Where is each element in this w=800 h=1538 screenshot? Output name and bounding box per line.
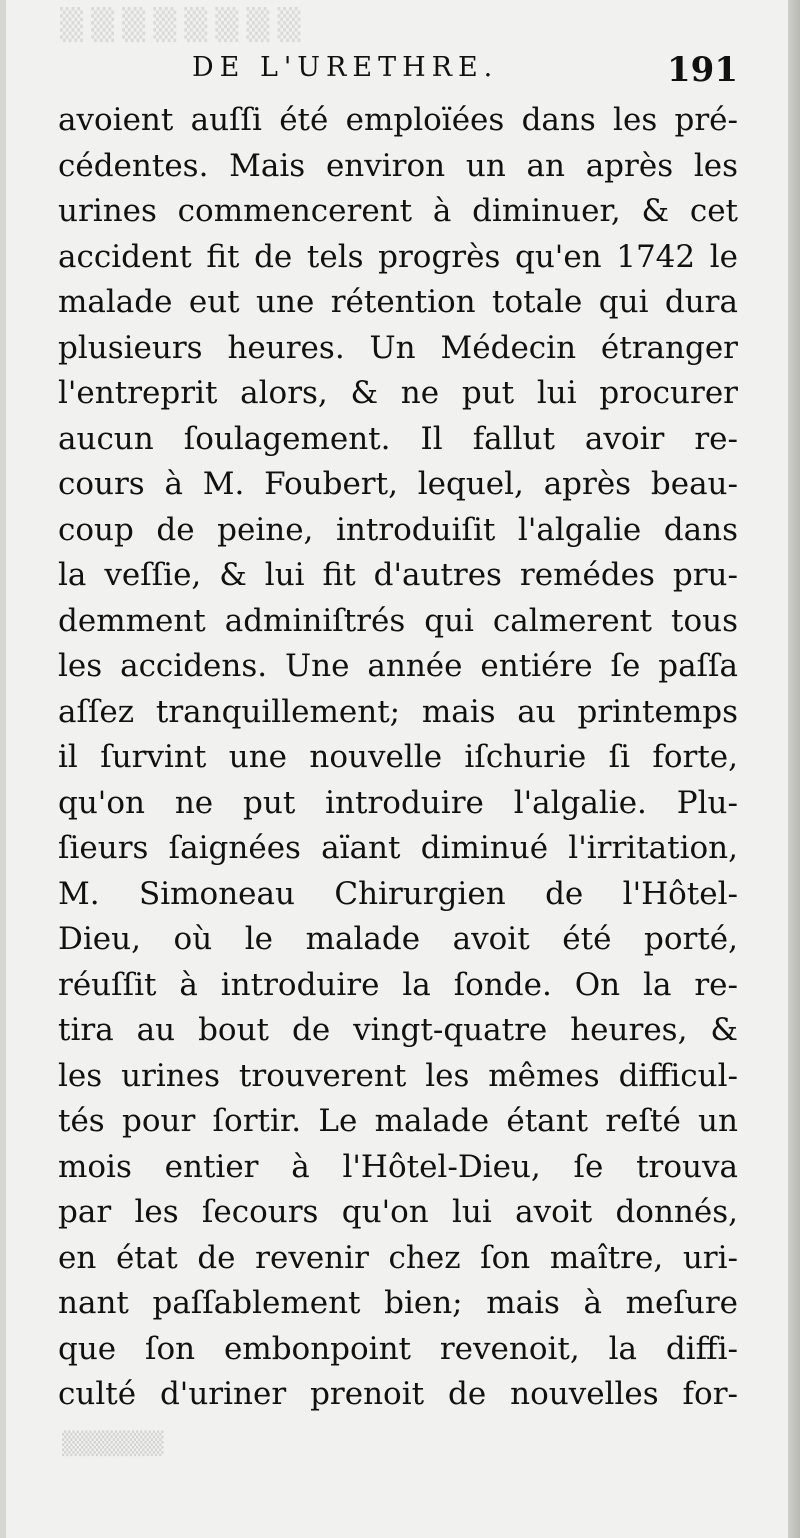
text-line: culté d'uriner prenoit de nouvelles for- [58, 1376, 738, 1412]
text-line: coup de peine, introduiſit l'algalie dans [58, 511, 738, 548]
page-right-edge [788, 0, 800, 1538]
text-line: plusieurs heures. Un Médecin étranger [58, 329, 738, 366]
text-line: cédentes. Mais environ un an après les [58, 147, 738, 184]
text-line: M. Simoneau Chirurgien de l'Hôtel- [58, 875, 738, 912]
text-line: la veſſie, & lui fit d'autres remédes pru- [58, 557, 738, 593]
text-line: aſſez tranquillement; mais au printemps [58, 693, 738, 730]
text-line: urines commencerent à diminuer, & cet [58, 193, 738, 229]
show-through-catchword: ▒▒▒▒▒▒ [62, 1432, 164, 1457]
page-header [0, 52, 800, 96]
page-left-edge [0, 0, 6, 1538]
text-line: demment adminiſtrés qui calmerent tous [58, 602, 738, 639]
text-line: les urines trouverent les mêmes difficul- [58, 1057, 738, 1094]
text-line: qu'on ne put introduire l'algalie. Plu- [58, 784, 738, 821]
running-head: DE L'URETHRE. [192, 52, 499, 83]
page-number: 191 [667, 50, 738, 90]
text-line: tés pour ſortir. Le malade étant reſté un [58, 1103, 738, 1139]
text-line: les accidens. Une année entiére ſe paſſa [58, 648, 738, 684]
text-line: nant paſſablement bien; mais à meſure [58, 1285, 738, 1321]
text-line: malade eut une rétention totale qui dura [58, 284, 738, 320]
text-line: avoient auſſi été emploïées dans les pré- [58, 102, 738, 138]
body-text [58, 98, 738, 1418]
text-line: en état de revenir chez ſon maître, uri- [58, 1239, 738, 1276]
text-line: Dieu, où le malade avoit été porté, [58, 921, 738, 957]
text-line: cours à M. Foubert, lequel, après beau- [58, 466, 738, 502]
show-through-bleed: ▒▒▒▒▒▒▒▒ [60, 8, 309, 43]
text-line: tira au bout de vingt-quatre heures, & [58, 1012, 738, 1048]
text-line: il ſurvint une nouvelle iſchurie ſi forte, [58, 739, 738, 775]
text-line: l'entreprit alors, & ne put lui procurer [58, 375, 738, 411]
text-line: mois entier à l'Hôtel-Dieu, ſe trouva [58, 1148, 738, 1185]
text-line: réuſſit à introduire la ſonde. On la re- [58, 966, 738, 1003]
text-line: ſieurs ſaignées aïant diminué l'irritation, [58, 830, 738, 866]
text-line: par les ſecours qu'on lui avoit donnés, [58, 1194, 738, 1230]
text-line: que ſon embonpoint revenoit, la diffi- [58, 1330, 738, 1367]
text-line: accident fit de tels progrès qu'en 1742 le [58, 238, 738, 275]
text-line: aucun ſoulagement. Il fallut avoir re- [58, 420, 738, 457]
